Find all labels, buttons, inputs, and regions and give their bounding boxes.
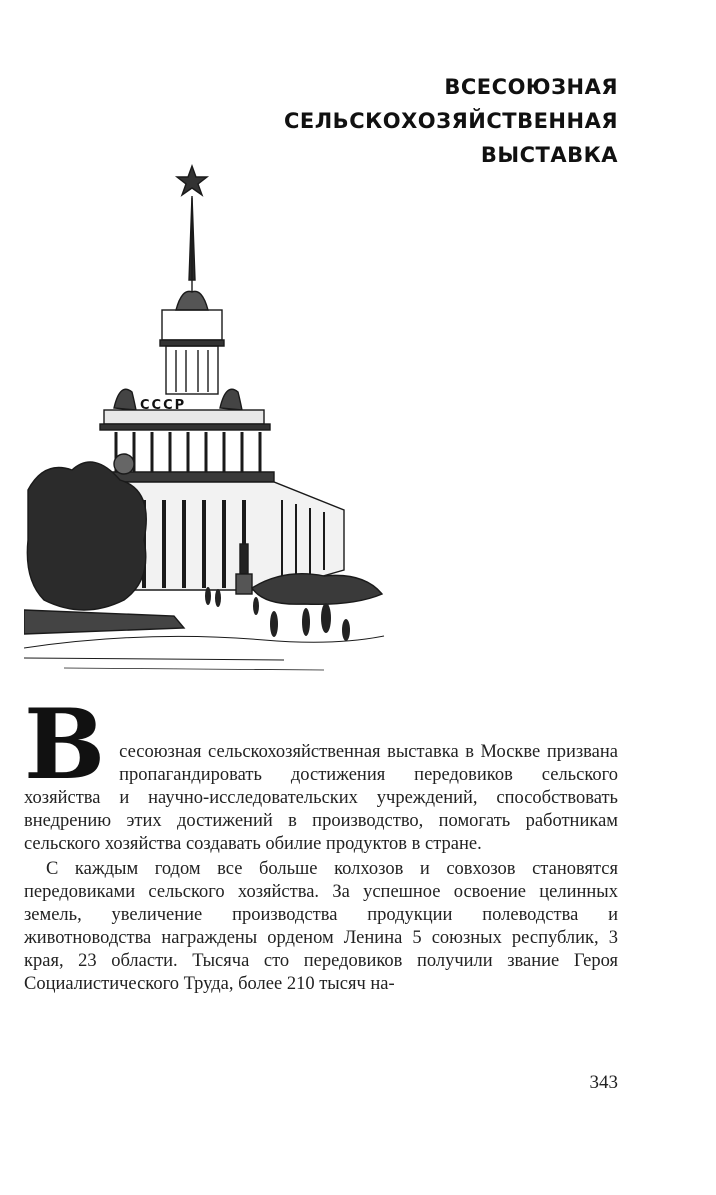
chapter-title <box>284 70 618 172</box>
paragraph-2: С каждым годом все больше колхозов и совхозов становятся передовиками сельского хозяйства. За успешное освоение целинных земель, увеличение производства продукции полеводства и животноводства награждены орденом Ленина 5 союзных республик, 3 края, 23 области. Тысяча сто передовиков получили звание Героя Социалистического Труда, более 210 тысяч на- <box>24 859 618 994</box>
title-line-2: СЕЛЬСКОХОЗЯЙСТВЕННАЯ <box>283 109 618 133</box>
pavilion-illustration <box>24 160 394 680</box>
title-line-1: ВСЕСОЮЗНАЯ <box>444 75 618 99</box>
building-inscription: СССР <box>140 398 187 413</box>
drop-cap: В <box>24 688 106 801</box>
star-icon <box>177 166 207 195</box>
article-body <box>24 688 618 996</box>
paragraph-1: сесоюзная сельскохозяйственная выставка в Москве призвана пропагандировать достижения передовиков сельского хозяйства и научно-исследовательских учреждений, способствовать внедрению этих достижений в производство, помогать работникам сельского хозяйства создавать обилие продуктов в стране. <box>24 742 618 854</box>
title-line-3: ВЫСТАВКА <box>480 143 618 167</box>
page-number: 343 <box>589 1072 618 1093</box>
